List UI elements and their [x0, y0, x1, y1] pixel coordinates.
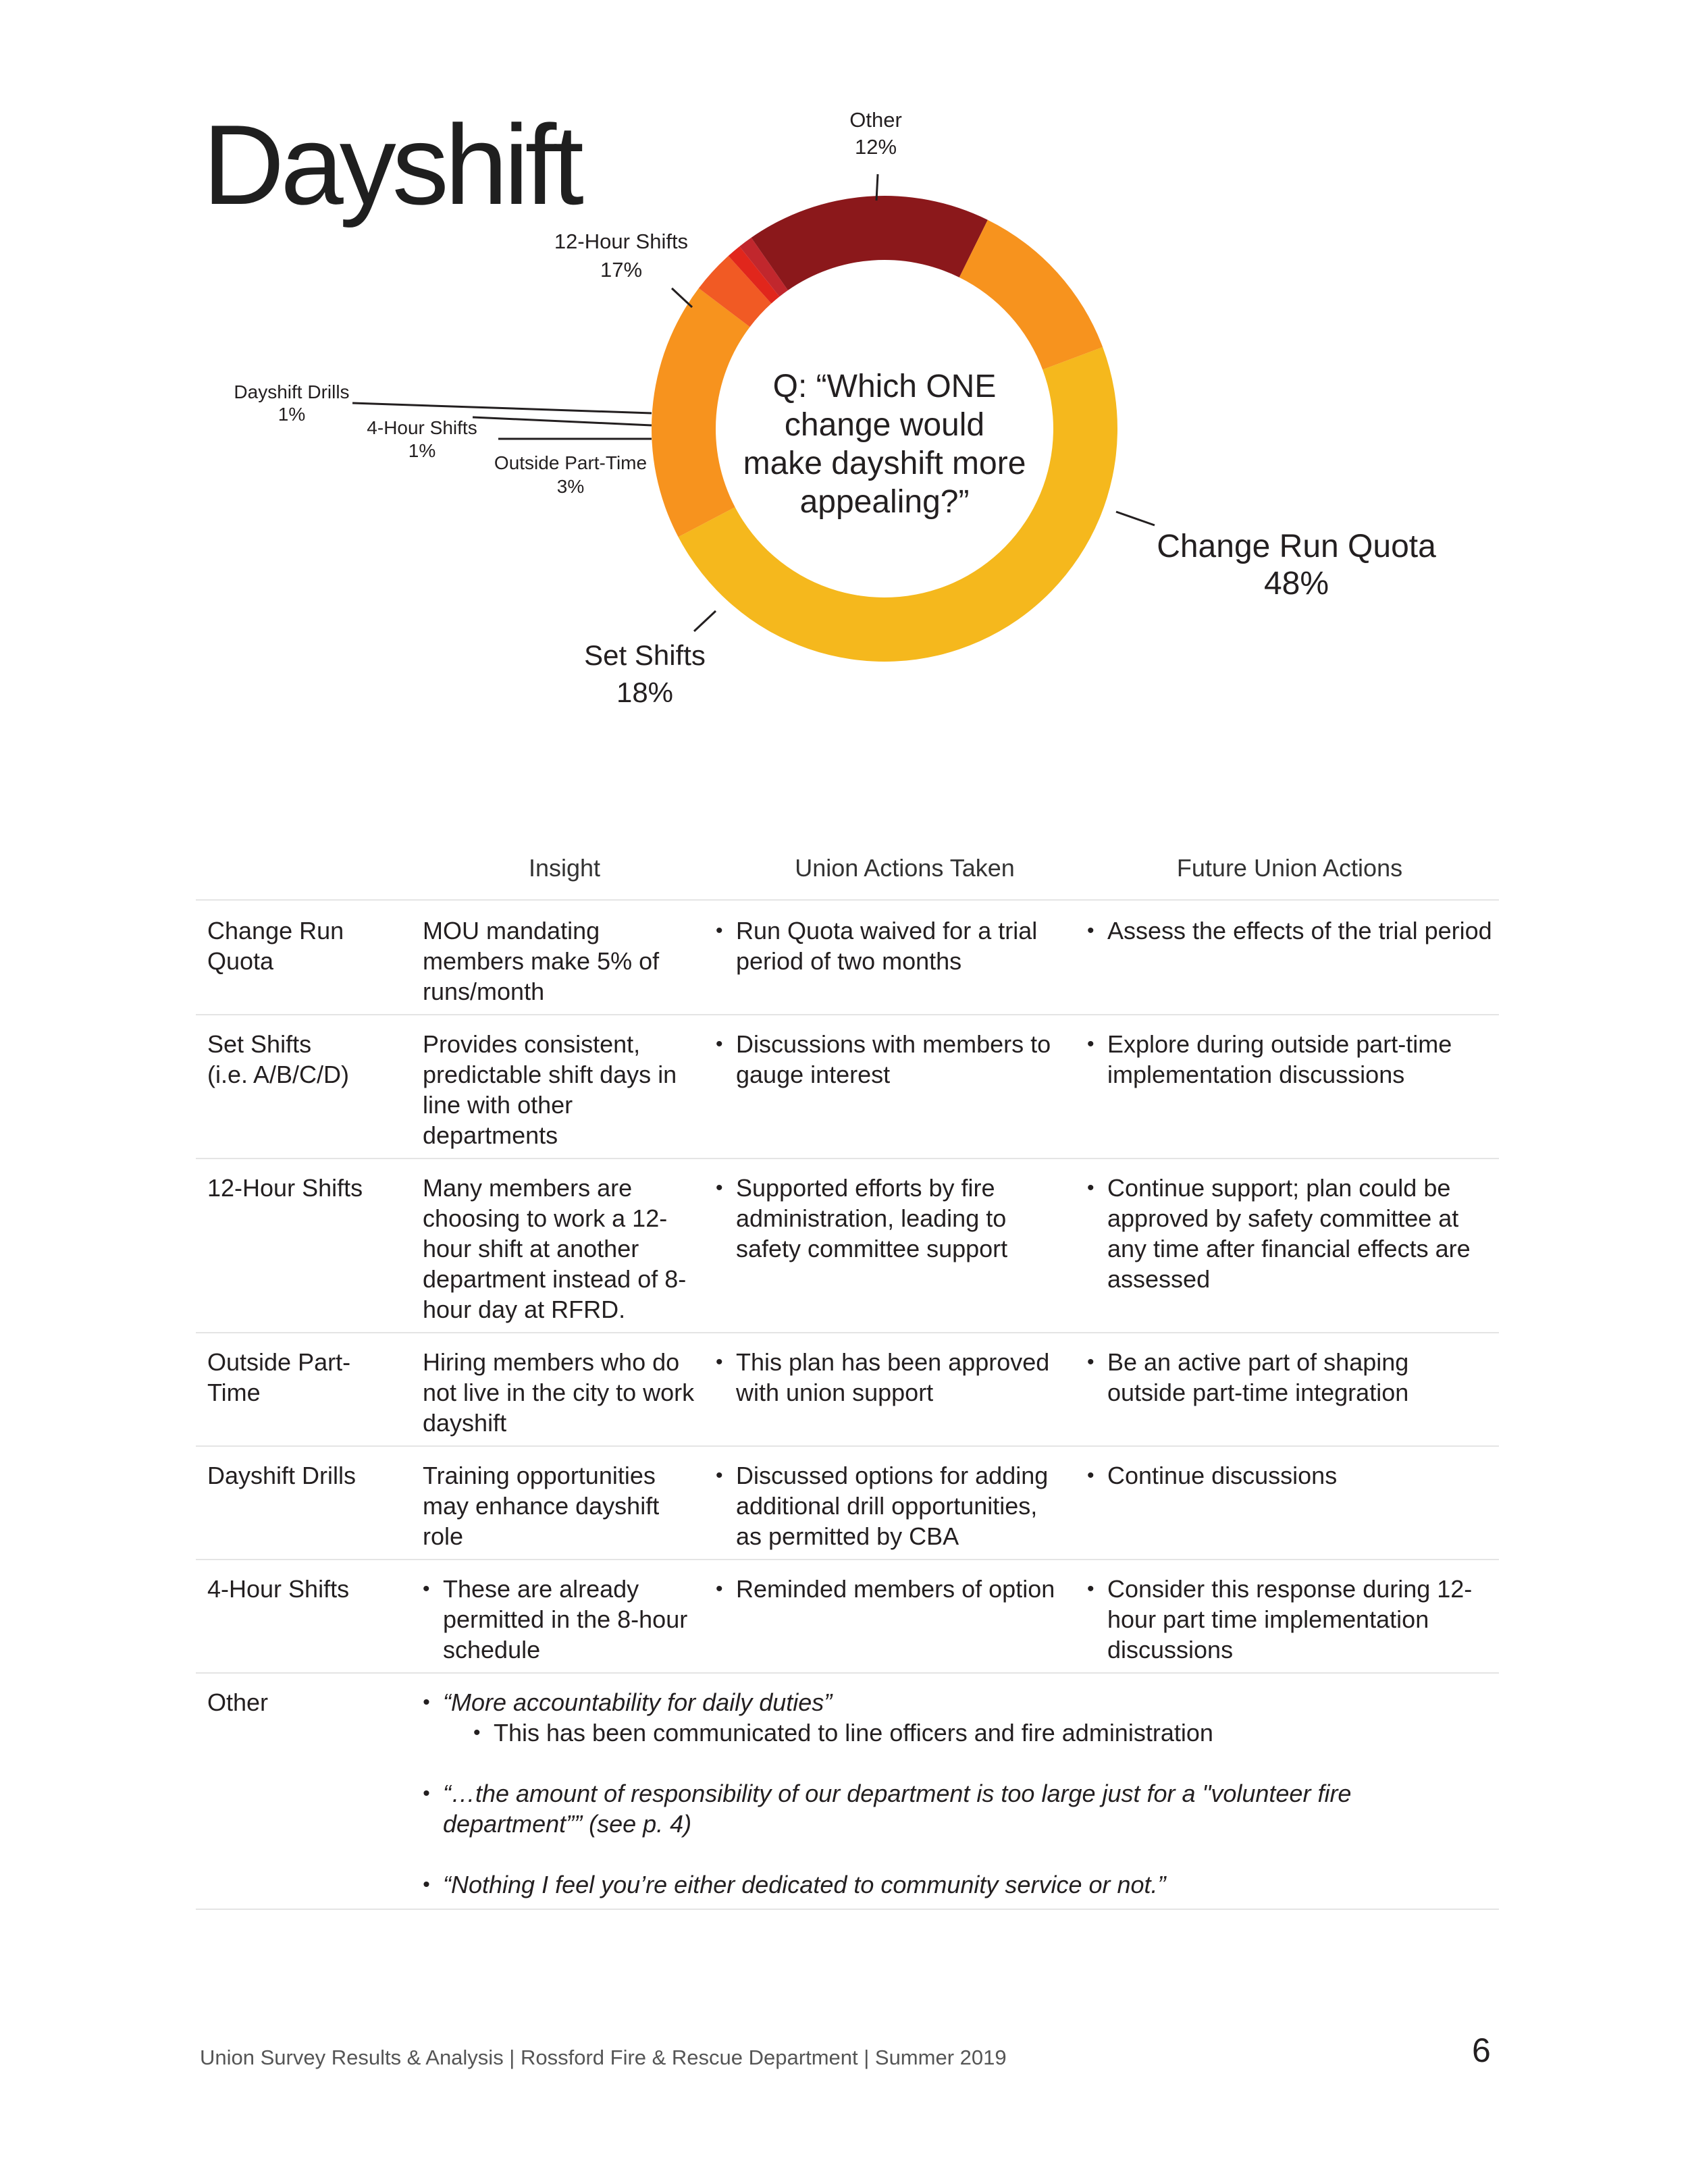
row-union-actions-taken-4-hour-shifts — [716, 1574, 1067, 1604]
other-responses — [423, 1687, 1489, 1900]
table-row — [196, 1158, 1499, 1333]
row-union-actions-taken-outside-part-time — [716, 1347, 1067, 1408]
slice-12-hour-shifts — [751, 196, 988, 290]
leader-line-change-run-quota — [1116, 512, 1155, 525]
row-label-set-shifts-i-e-a-b-c-d: Set Shifts (i.e. A/B/C/D) — [207, 1030, 350, 1088]
row-label-dayshift-drills: Dayshift Drills — [207, 1462, 357, 1489]
donut-chart — [0, 0, 1688, 776]
other-quote-1-response: • This has been communicated to line officers and fire administration — [473, 1717, 1489, 1748]
row-insight-dayshift-drills: Training opportunities may enhance dayshift role — [423, 1462, 660, 1550]
label-other-value: 12% — [854, 135, 897, 159]
table-row — [196, 1014, 1499, 1159]
row-future-union-actions-set-shifts-i-e-a-b-c-d — [1087, 1029, 1492, 1090]
row-insight-12-hour-shifts: Many members are choosing to work a 12-hour shift at another department instead of 8-hour day at RFRD. — [423, 1174, 687, 1323]
future-union-actions-bullet: • Be an active part of shaping outside part-time integration — [1087, 1347, 1492, 1408]
row-future-union-actions-change-run-quota — [1087, 915, 1492, 946]
insight-bullet: • These are already permitted in the 8-hour schedule — [423, 1574, 706, 1665]
spacer — [423, 1839, 1489, 1869]
row-insight-change-run-quota: MOU mandating members make 5% of runs/month — [423, 917, 660, 1005]
row-future-union-actions-4-hour-shifts — [1087, 1574, 1492, 1665]
row-label-4-hour-shifts: 4-Hour Shifts — [207, 1575, 350, 1603]
center-question-line-3: make dayshift more — [743, 446, 1026, 481]
row-label-change-run-quota: Change Run Quota — [207, 917, 344, 975]
row-insight-outside-part-time: Hiring members who do not live in the city to work dayshift — [423, 1348, 695, 1437]
label-change-run-quota-value: 48% — [1263, 566, 1329, 602]
union-actions-taken-bullet: • Reminded members of option — [716, 1574, 1067, 1604]
footer-text: Union Survey Results & Analysis | Rossford Fire & Rescue Department | Summer 2019 — [200, 2046, 1007, 2069]
label-outside-part-time-name: Outside Part-Time — [494, 452, 648, 473]
label-other-name: Other — [849, 108, 902, 132]
table-row — [196, 1332, 1499, 1447]
center-question-line-1: Q: “Which ONE — [772, 369, 997, 404]
leader-line-dayshift-drills — [352, 403, 652, 413]
table-row — [196, 1559, 1499, 1674]
label-set-shifts-name: Set Shifts — [584, 639, 706, 671]
table-row-other — [196, 1672, 1499, 1910]
row-union-actions-taken-change-run-quota — [716, 915, 1067, 976]
union-actions-taken-bullet: • Discussions with members to gauge interest — [716, 1029, 1067, 1090]
union-actions-taken-bullet: • Run Quota waived for a trial period of two months — [716, 915, 1067, 976]
future-union-actions-bullet: • Continue discussions — [1087, 1460, 1492, 1491]
other-quote-2: • “…the amount of responsibility of our department is too large just for a "volunteer fire department”” (see p. 4) — [423, 1778, 1489, 1839]
future-union-actions-bullet: • Continue support; plan could be approved by safety committee at any time after financial effects are assessed — [1087, 1173, 1492, 1294]
col-header-union-actions-taken: Union Actions Taken — [795, 854, 1015, 882]
slice-other — [959, 220, 1103, 370]
slice-set-shifts — [652, 288, 750, 537]
other-quote-3: • “Nothing I feel you’re either dedicated to community service or not.” — [423, 1869, 1489, 1900]
row-union-actions-taken-12-hour-shifts — [716, 1173, 1067, 1264]
label-change-run-quota-name: Change Run Quota — [1157, 529, 1436, 564]
future-union-actions-bullet: • Assess the effects of the trial period — [1087, 915, 1492, 946]
leader-line-twelve-hour-shifts — [672, 288, 692, 307]
leader-line-set-shifts — [694, 611, 716, 631]
row-insight-set-shifts-i-e-a-b-c-d: Provides consistent, predictable shift days in line with other departments — [423, 1030, 677, 1149]
center-question-line-2: change would — [784, 407, 985, 443]
other-quote-1: • “More accountability for daily duties” — [423, 1687, 1489, 1717]
label-4-hour-shifts-name: 4-Hour Shifts — [367, 417, 477, 438]
label-4-hour-shifts-value: 1% — [408, 440, 436, 461]
table-row — [196, 901, 1499, 1015]
row-label-other: Other — [207, 1688, 269, 1716]
row-label-12-hour-shifts: 12-Hour Shifts — [207, 1174, 363, 1202]
future-union-actions-bullet: • Consider this response during 12-hour part time implementation discussions — [1087, 1574, 1492, 1665]
col-header-insight: Insight — [528, 854, 601, 882]
union-actions-taken-bullet: • Supported efforts by fire administration, leading to safety committee support — [716, 1173, 1067, 1264]
label-dayshift-drills-value: 1% — [278, 404, 306, 425]
row-union-actions-taken-dayshift-drills — [716, 1460, 1067, 1551]
label-12-hour-shifts-name: 12-Hour Shifts — [554, 230, 689, 253]
row-label-outside-part-time: Outside Part-Time — [207, 1348, 351, 1406]
center-question-line-4: appealing?” — [799, 484, 970, 520]
spacer — [423, 1748, 1489, 1778]
row-future-union-actions-12-hour-shifts — [1087, 1173, 1492, 1294]
label-12-hour-shifts-value: 17% — [600, 258, 643, 282]
future-union-actions-bullet: • Explore during outside part-time implementation discussions — [1087, 1029, 1492, 1090]
union-actions-taken-bullet: • This plan has been approved with union support — [716, 1347, 1067, 1408]
leader-line-other — [876, 174, 878, 201]
page-title: Dayshift — [203, 101, 580, 228]
label-outside-part-time-value: 3% — [556, 476, 585, 497]
row-future-union-actions-dayshift-drills — [1087, 1460, 1492, 1491]
col-header-future-union-actions: Future Union Actions — [1176, 854, 1403, 882]
label-set-shifts-value: 18% — [616, 676, 674, 708]
union-actions-taken-bullet: • Discussed options for adding additional drill opportunities, as permitted by CBA — [716, 1460, 1067, 1551]
row-union-actions-taken-set-shifts-i-e-a-b-c-d — [716, 1029, 1067, 1090]
table-row — [196, 1445, 1499, 1560]
label-dayshift-drills-name: Dayshift Drills — [234, 381, 350, 402]
row-insight-4-hour-shifts — [423, 1574, 706, 1665]
leader-line-four-hour-shifts — [473, 417, 652, 425]
row-future-union-actions-outside-part-time — [1087, 1347, 1492, 1408]
page-number: 6 — [1472, 2031, 1491, 2069]
